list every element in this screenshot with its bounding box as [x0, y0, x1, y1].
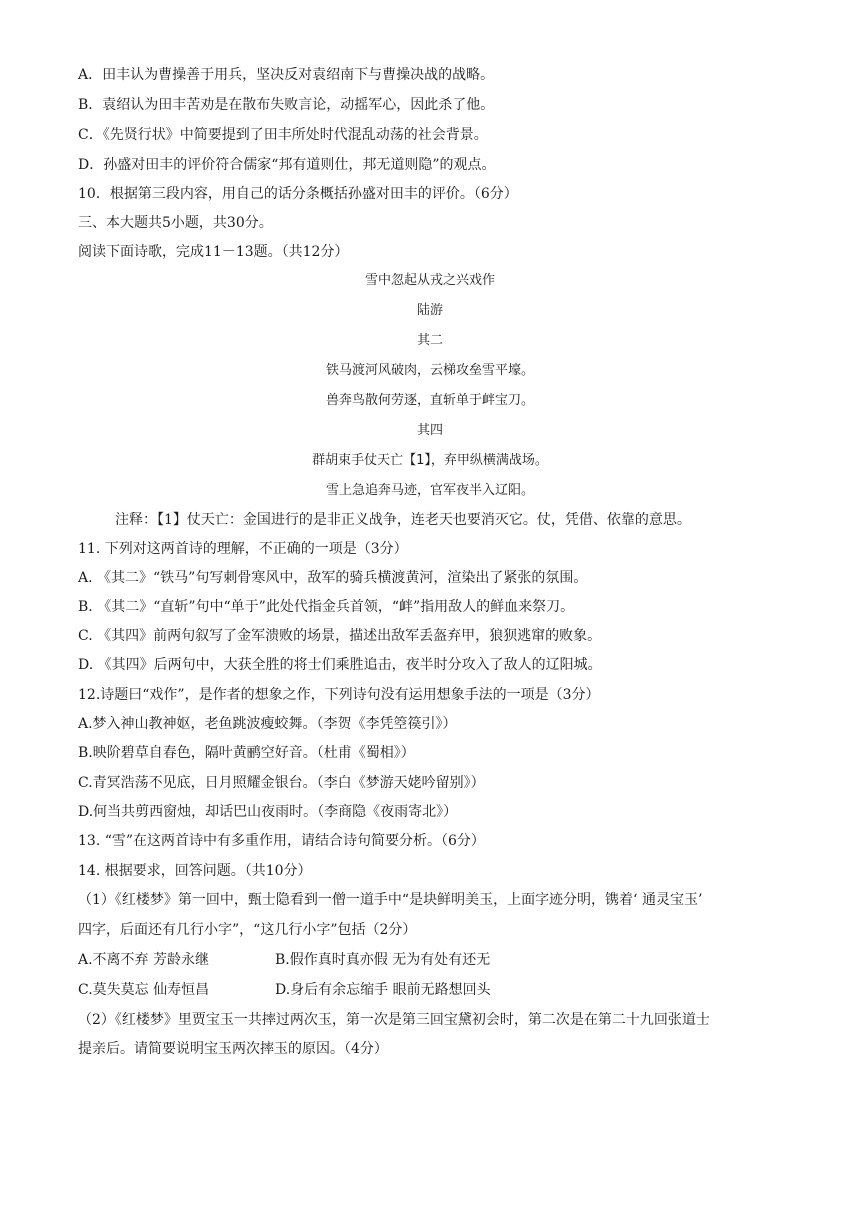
q14-option-a: A.不离不弃 芳龄永继: [78, 952, 210, 968]
q14-sub1-line-1: （1）《红楼梦》第一回中，甄士隐看到一僧一道手中“是块鲜明美玉，上面字迹分明，镌着‘ 通灵宝玉’: [78, 892, 703, 908]
q12-option-d: D.何当共剪西窗烛，却话巴山夜雨时。（李商隐《夜雨寄北》）: [78, 804, 458, 820]
q12-option-c: C.青冥浩荡不见底，日月照耀金银台。（李白《梦游天姥吟留别》）: [78, 775, 485, 791]
poem-part-4-heading: 其四: [416, 423, 443, 438]
q12-stem: 12.诗题曰“戏作”，是作者的想象之作，下列诗句没有运用想象手法的一项是（3分）: [78, 687, 600, 703]
q11-option-d: D. 《其四》后两句中，大获全胜的将士们乘胜追击，夜半时分攻入了敌人的辽阳城。: [78, 657, 602, 673]
reading-instruction: 阅读下面诗歌，完成11－13题。（共12分）: [78, 244, 349, 260]
q12-option-a: A.梦入神山教神妪，老鱼跳波瘦蛟舞。（李贺《李凭箜篌引》）: [78, 716, 457, 732]
q9-option-c: C．《先贤行状》中简要提到了田丰所处时代混乱动荡的社会背景。: [78, 127, 488, 143]
section-3-heading: 三、本大题共5小题，共30分。: [78, 215, 273, 231]
q10-question: 10．根据第三段内容，用自己的话分条概括孙盛对田丰的评价。（6分）: [78, 186, 518, 202]
q11-stem: 11. 下列对这两首诗的理解，不正确的一项是（3分）: [78, 541, 408, 557]
q11-option-a: A. 《其二》“铁马”句写刺骨寒风中，敌军的骑兵横渡黄河，渲染出了紧张的氛围。: [78, 570, 588, 586]
poem-part-2-line-1: 铁马渡河风破肉，云梯攻垒雪平壕。: [325, 363, 534, 378]
poem-annotation: 注释：【1】仗天亡：金国进行的是非正义战争，连老天也要消灭它。仗，凭借、依靠的意思。: [115, 512, 691, 528]
q14-option-c: C.莫失莫忘 仙寿恒昌: [78, 982, 210, 998]
q14-sub2-line-1: （2）《红楼梦》里贾宝玉一共摔过两次玉，第一次是第三回宝黛初会时，第二次是在第二十九回张道士: [78, 1012, 710, 1028]
q12-option-b: B.映阶碧草自春色，隔叶黄鹂空好音。（杜甫《蜀相》）: [78, 745, 415, 761]
poem-part-4-line-2: 雪上急追奔马迹，官军夜半入辽阳。: [325, 483, 534, 498]
q14-stem: 14. 根据要求，回答问题。（共10分）: [78, 863, 312, 879]
poem-author: 陆游: [416, 303, 443, 318]
q14-sub1-line-2: 四字，后面还有几行小字”，“这几行小字”包括（2分）: [78, 922, 417, 938]
q14-sub2-line-2: 提亲后。请简要说明宝玉两次摔玉的原因。（4分）: [78, 1041, 388, 1057]
q14-option-d: D.身后有余忘缩手 眼前无路想回头: [275, 982, 491, 998]
q11-option-c: C. 《其四》前两句叙写了金军溃败的场景，描述出敌军丢盔弃甲，狼狈逃窜的败象。: [78, 628, 602, 644]
q14-option-b: B.假作真时真亦假 无为有处有还无: [275, 952, 491, 968]
q11-option-b: B. 《其二》“直斩”句中“单于”此处代指金兵首领，“衅”指用敌人的鲜血来祭刀。: [78, 599, 575, 615]
poem-part-2-line-2: 兽奔鸟散何劳逐，直斩单于衅宝刀。: [325, 393, 534, 408]
q9-option-d: D．孙盛对田丰的评价符合儒家“邦有道则仕，邦无道则隐”的观点。: [78, 157, 496, 173]
q9-option-a: A．田丰认为曹操善于用兵，坚决反对袁绍南下与曹操决战的战略。: [78, 67, 495, 83]
q13-question: 13. “雪”在这两首诗中有多重作用，请结合诗句简要分析。（6分）: [78, 833, 485, 849]
poem-part-4-line-1: 群胡束手仗天亡【1】，弃甲纵横满战场。: [312, 453, 548, 468]
poem-title: 雪中忽起从戎之兴戏作: [364, 273, 495, 288]
q9-option-b: B．袁绍认为田丰苦劝是在散布失败言论，动摇军心，因此杀了他。: [78, 97, 495, 113]
poem-part-2-heading: 其二: [416, 333, 443, 348]
